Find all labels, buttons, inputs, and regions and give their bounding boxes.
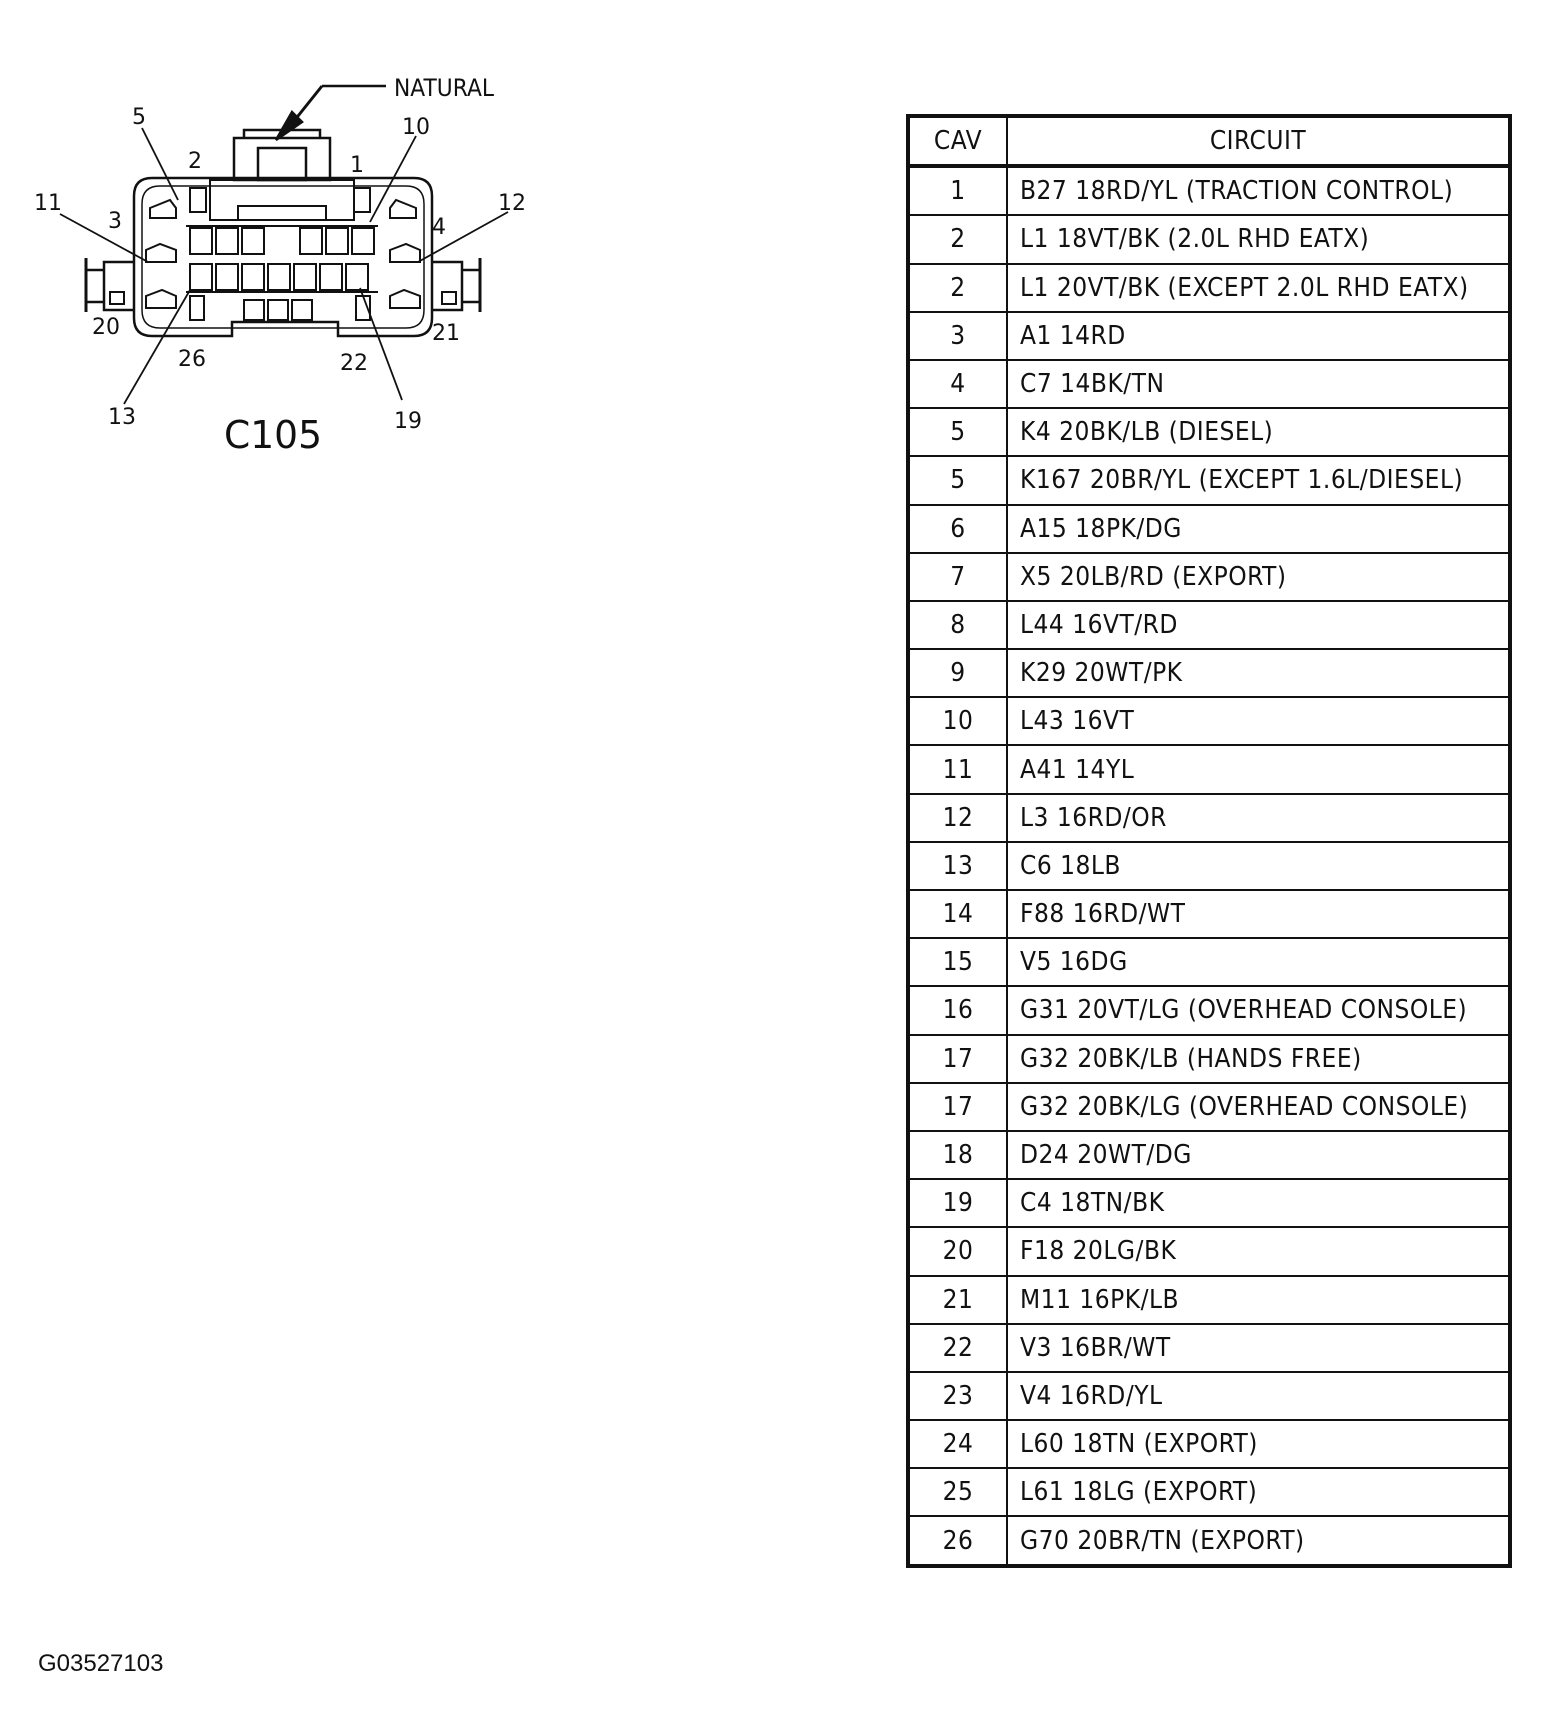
cavity-row-lower <box>186 264 378 292</box>
table-row <box>908 697 1510 745</box>
circuit-cell: L1 18VT/BK (2.0L RHD EATX) <box>1007 215 1510 263</box>
table-row <box>908 360 1510 408</box>
circuit-cell: A1 14RD <box>1007 312 1510 360</box>
table-row <box>908 938 1510 986</box>
pinout-table-body <box>908 166 1510 1565</box>
table-row <box>908 505 1510 553</box>
table-row <box>908 1227 1510 1275</box>
circuit-cell: G70 20BR/TN (EXPORT) <box>1007 1516 1510 1565</box>
table-row <box>908 842 1510 890</box>
connector-housing <box>134 178 432 336</box>
connector-label: C105 <box>224 413 322 457</box>
pin-leader-lines <box>60 128 508 404</box>
circuit-cell: V5 16DG <box>1007 938 1510 986</box>
cav-cell: 8 <box>908 601 1007 649</box>
circuit-cell: L61 18LG (EXPORT) <box>1007 1468 1510 1516</box>
table-row <box>908 1131 1510 1179</box>
cav-cell: 19 <box>908 1179 1007 1227</box>
pin-callout-2: 2 <box>188 149 202 174</box>
circuit-cell: A15 18PK/DG <box>1007 505 1510 553</box>
cav-cell: 2 <box>908 264 1007 312</box>
circuit-cell: B27 18RD/YL (TRACTION CONTROL) <box>1007 166 1510 215</box>
table-row <box>908 745 1510 793</box>
cav-cell: 15 <box>908 938 1007 986</box>
cav-cell: 6 <box>908 505 1007 553</box>
circuit-cell: L1 20VT/BK (EXCEPT 2.0L RHD EATX) <box>1007 264 1510 312</box>
table-row <box>908 264 1510 312</box>
table-row <box>908 986 1510 1034</box>
cav-cell: 16 <box>908 986 1007 1034</box>
latch-tab <box>210 130 354 220</box>
pin-callout-12: 12 <box>498 191 526 216</box>
cavity-row-bottom <box>244 300 312 320</box>
circuit-cell: K167 20BR/YL (EXCEPT 1.6L/DIESEL) <box>1007 456 1510 504</box>
pin-callout-11: 11 <box>34 191 62 216</box>
cav-cell: 13 <box>908 842 1007 890</box>
cav-cell: 18 <box>908 1131 1007 1179</box>
table-row <box>908 649 1510 697</box>
circuit-cell: G31 20VT/LG (OVERHEAD CONSOLE) <box>1007 986 1510 1034</box>
circuit-cell: L60 18TN (EXPORT) <box>1007 1420 1510 1468</box>
cav-cell: 25 <box>908 1468 1007 1516</box>
circuit-cell: A41 14YL <box>1007 745 1510 793</box>
cav-cell: 11 <box>908 745 1007 793</box>
cav-cell: 5 <box>908 456 1007 504</box>
circuit-cell: M11 16PK/LB <box>1007 1276 1510 1324</box>
cav-column-header: CAV <box>908 116 1007 166</box>
color-callout-arrow <box>276 86 386 140</box>
pin-callout-13: 13 <box>108 405 136 430</box>
cav-cell: 10 <box>908 697 1007 745</box>
circuit-cell: X5 20LB/RD (EXPORT) <box>1007 553 1510 601</box>
table-row <box>908 408 1510 456</box>
table-row <box>908 166 1510 215</box>
figure-id: G03527103 <box>38 1650 164 1677</box>
cav-cell: 1 <box>908 166 1007 215</box>
circuit-cell: G32 20BK/LB (HANDS FREE) <box>1007 1035 1510 1083</box>
table-row <box>908 553 1510 601</box>
table-row <box>908 794 1510 842</box>
pin-callout-1: 1 <box>350 153 364 178</box>
circuit-cell: F18 20LG/BK <box>1007 1227 1510 1275</box>
table-row <box>908 312 1510 360</box>
pin-callout-19: 19 <box>394 409 422 434</box>
table-row <box>908 1468 1510 1516</box>
pin-callout-22: 22 <box>340 351 368 376</box>
cav-cell: 4 <box>908 360 1007 408</box>
circuit-column-header: CIRCUIT <box>1007 116 1510 166</box>
cav-cell: 2 <box>908 215 1007 263</box>
pin-callout-20: 20 <box>92 315 120 340</box>
circuit-cell: L43 16VT <box>1007 697 1510 745</box>
circuit-cell: C4 18TN/BK <box>1007 1179 1510 1227</box>
circuit-cell: V3 16BR/WT <box>1007 1324 1510 1372</box>
cav-cell: 17 <box>908 1035 1007 1083</box>
cav-cell: 22 <box>908 1324 1007 1372</box>
cav-cell: 7 <box>908 553 1007 601</box>
circuit-cell: D24 20WT/DG <box>1007 1131 1510 1179</box>
table-row <box>908 1083 1510 1131</box>
circuit-cell: L44 16VT/RD <box>1007 601 1510 649</box>
pin-callout-26: 26 <box>178 347 206 372</box>
pinout-table <box>906 114 1512 1568</box>
table-row <box>908 1420 1510 1468</box>
cav-cell: 17 <box>908 1083 1007 1131</box>
table-row <box>908 601 1510 649</box>
left-mounting-ear <box>86 258 134 312</box>
cav-cell: 20 <box>908 1227 1007 1275</box>
cav-cell: 3 <box>908 312 1007 360</box>
circuit-cell: L3 16RD/OR <box>1007 794 1510 842</box>
circuit-cell: G32 20BK/LG (OVERHEAD CONSOLE) <box>1007 1083 1510 1131</box>
cav-cell: 12 <box>908 794 1007 842</box>
table-row <box>908 1276 1510 1324</box>
pin-callout-5: 5 <box>132 105 146 130</box>
circuit-cell: V4 16RD/YL <box>1007 1372 1510 1420</box>
circuit-cell: K29 20WT/PK <box>1007 649 1510 697</box>
cavity-row-upper <box>186 226 378 254</box>
pin-callout-10: 10 <box>402 115 430 140</box>
pin-callout-21: 21 <box>432 321 460 346</box>
circuit-cell: C6 18LB <box>1007 842 1510 890</box>
connector-diagram <box>0 0 560 470</box>
table-row <box>908 215 1510 263</box>
table-row <box>908 456 1510 504</box>
cav-cell: 9 <box>908 649 1007 697</box>
pin-callout-3: 3 <box>108 209 122 234</box>
circuit-cell: K4 20BK/LB (DIESEL) <box>1007 408 1510 456</box>
cav-cell: 21 <box>908 1276 1007 1324</box>
pin-callout-4: 4 <box>432 215 446 240</box>
cav-cell: 5 <box>908 408 1007 456</box>
table-row <box>908 1179 1510 1227</box>
cav-cell: 23 <box>908 1372 1007 1420</box>
table-row <box>908 1516 1510 1565</box>
table-row <box>908 890 1510 938</box>
right-mounting-ear <box>432 258 480 312</box>
housing-inner-outline <box>142 186 424 328</box>
cav-cell: 14 <box>908 890 1007 938</box>
table-row <box>908 1035 1510 1083</box>
circuit-cell: C7 14BK/TN <box>1007 360 1510 408</box>
cav-cell: 26 <box>908 1516 1007 1565</box>
cav-cell: 24 <box>908 1420 1007 1468</box>
table-row <box>908 1372 1510 1420</box>
table-row <box>908 1324 1510 1372</box>
circuit-cell: F88 16RD/WT <box>1007 890 1510 938</box>
table-header-row <box>908 116 1510 166</box>
connector-color-label: NATURAL <box>394 74 495 102</box>
